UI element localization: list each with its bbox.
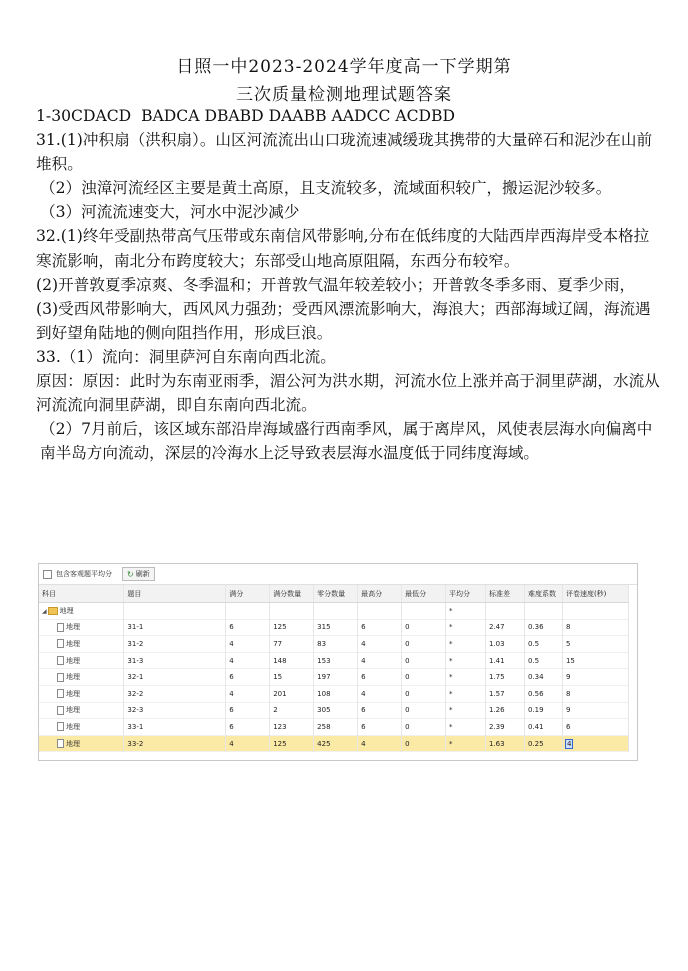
table-cell-text: 6 xyxy=(361,623,366,632)
table-cell-text: 地理 xyxy=(66,656,80,665)
table-cell-text: 31-1 xyxy=(127,623,144,632)
doc-title-line-1: 日照一中2023-2024学年度高一下学期第 xyxy=(176,57,512,77)
table-row[interactable] xyxy=(39,685,629,702)
table-cell-text: 32-1 xyxy=(127,673,144,682)
document-icon xyxy=(57,706,64,715)
table-cell xyxy=(402,719,446,736)
table-cell-text: 6 xyxy=(565,722,571,731)
table-cell-text: 4 xyxy=(361,689,366,698)
table-cell xyxy=(358,702,402,719)
table-cell xyxy=(524,669,562,686)
refresh-icon: ↻ xyxy=(127,569,134,579)
table-cell xyxy=(124,735,226,752)
table-cell xyxy=(562,702,628,719)
table-cell-text: 2 xyxy=(273,706,278,715)
stats-toolbar xyxy=(39,564,637,585)
table-cell xyxy=(314,652,358,669)
table-cell xyxy=(446,685,486,702)
table-cell-text: 32-3 xyxy=(127,706,144,715)
table-cell-text: 9 xyxy=(565,706,571,715)
table-cell xyxy=(524,652,562,669)
table-cell-text: 33-1 xyxy=(127,722,144,731)
table-cell xyxy=(562,719,628,736)
table-cell-text: 0 xyxy=(405,673,410,682)
table-cell xyxy=(39,702,124,719)
table-cell-text: 0.19 xyxy=(527,706,544,715)
table-cell xyxy=(124,669,226,686)
answer-33-2: （2）7月前后，该区域东部沿岸海域盛行西南季风，属于离岸风，风使表层海水向偏离中南半岛方向流动，深层的冷海水上泛导致表层海水温度低于同纬度海域。 xyxy=(40,420,653,463)
table-cell xyxy=(226,652,270,669)
table-cell xyxy=(358,636,402,653)
table-cell-text: 1.75 xyxy=(489,673,505,682)
table-cell xyxy=(402,685,446,702)
table-cell xyxy=(562,669,628,686)
table-row[interactable] xyxy=(39,619,629,636)
refresh-button[interactable] xyxy=(122,567,155,581)
table-cell-text: 0 xyxy=(405,739,410,748)
table-cell xyxy=(524,685,562,702)
table-cell-text: * xyxy=(449,706,453,715)
table-cell xyxy=(358,619,402,636)
table-cell-text: 0 xyxy=(405,623,410,632)
table-cell-text: 0 xyxy=(405,689,410,698)
table-cell xyxy=(562,619,628,636)
table-row[interactable] xyxy=(39,702,629,719)
group-row-geography[interactable] xyxy=(39,603,629,620)
table-cell-text: 地理 xyxy=(66,739,80,748)
column-header[interactable]: 难度系数 xyxy=(524,585,562,603)
table-cell-text: 地理 xyxy=(66,706,80,715)
answer-31-3: （3）河流流速变大，河水中泥沙减少 xyxy=(40,203,300,222)
table-cell xyxy=(486,669,525,686)
column-header[interactable]: 满分 xyxy=(226,585,270,603)
refresh-label: 刷新 xyxy=(135,570,150,578)
grading-stats-panel xyxy=(38,563,638,761)
table-cell xyxy=(358,735,402,752)
table-cell-text: 6 xyxy=(229,706,234,715)
document-icon xyxy=(57,639,64,648)
table-cell-text: 6 xyxy=(229,623,234,632)
table-cell xyxy=(486,735,525,752)
table-cell-text: 258 xyxy=(317,722,331,731)
table-cell xyxy=(39,669,124,686)
table-row[interactable] xyxy=(39,652,629,669)
table-cell-text: 0.34 xyxy=(527,673,544,682)
table-row[interactable] xyxy=(39,735,629,752)
table-cell xyxy=(402,652,446,669)
answer-31-2: （2）浊漳河流经区主要是黄土高原，且支流较多，流域面积较广，搬运泥沙较多。 xyxy=(40,179,612,198)
column-header[interactable]: 标准差 xyxy=(486,585,525,603)
table-cell-text: 1.03 xyxy=(489,639,505,648)
table-cell xyxy=(446,669,486,686)
table-cell-text: 33-2 xyxy=(127,739,144,748)
folder-icon xyxy=(48,607,58,615)
table-cell xyxy=(446,702,486,719)
table-cell-text: 305 xyxy=(317,706,331,715)
column-header[interactable]: 最高分 xyxy=(358,585,402,603)
table-cell-text: 125 xyxy=(273,739,287,748)
table-cell-text: 4 xyxy=(229,656,234,665)
table-cell xyxy=(524,735,562,752)
table-cell-text: 地理 xyxy=(66,689,80,698)
table-cell-text: 1.63 xyxy=(489,739,505,748)
table-cell-text: 4 xyxy=(229,639,234,648)
table-cell xyxy=(314,719,358,736)
column-header[interactable]: 题目 xyxy=(124,585,226,603)
table-cell xyxy=(402,735,446,752)
answer-32-3: (3)受西风带影响大，西风风力强劲；受西风漂流影响大，海浪大；西部海域辽阔，海流遇到好望角陆地的侧向阻挡作用，形成巨浪。 xyxy=(36,299,651,342)
table-cell xyxy=(314,669,358,686)
table-cell xyxy=(402,702,446,719)
column-header[interactable]: 满分数量 xyxy=(270,585,314,603)
table-cell xyxy=(524,719,562,736)
table-cell-text: 15 xyxy=(565,656,575,665)
table-cell xyxy=(486,702,525,719)
column-header[interactable]: 零分数量 xyxy=(314,585,358,603)
table-cell-text: 4 xyxy=(361,656,366,665)
column-header[interactable]: 科目 xyxy=(39,585,124,603)
table-cell xyxy=(314,702,358,719)
table-cell-text: 4 xyxy=(361,639,366,648)
table-cell xyxy=(270,652,314,669)
table-cell xyxy=(562,636,628,653)
table-cell xyxy=(446,652,486,669)
table-cell xyxy=(226,685,270,702)
table-cell-text: 0 xyxy=(405,706,410,715)
table-cell xyxy=(39,619,124,636)
document-icon xyxy=(57,739,64,748)
table-cell xyxy=(486,652,525,669)
table-cell-text: 123 xyxy=(273,722,287,731)
table-cell xyxy=(270,685,314,702)
doc-title-line-2: 三次质量检测地理试题答案 xyxy=(236,85,452,105)
table-cell xyxy=(402,619,446,636)
answer-33-1-reason: 原因：原因：此时为东南亚雨季，湄公河为洪水期，河流水位上涨并高于洞里萨湖，水流从河流流向洞里萨湖，即自东南向西北流。 xyxy=(36,372,660,415)
table-cell-text: 4 xyxy=(566,739,572,748)
table-cell-text: 6 xyxy=(361,706,366,715)
table-cell-text: 425 xyxy=(317,739,331,748)
table-cell xyxy=(124,636,226,653)
table-cell xyxy=(226,619,270,636)
answer-31-1: 31.(1)冲积扇（洪积扇）。山区河流流出山口珑流速减缓珑其携带的大量碎石和泥沙在山前堆积。 xyxy=(36,131,653,174)
answer-text xyxy=(36,104,664,465)
table-cell xyxy=(524,619,562,636)
table-cell-text: 0.36 xyxy=(527,623,544,632)
table-cell xyxy=(314,619,358,636)
table-cell xyxy=(39,636,124,653)
table-cell-text: 201 xyxy=(273,689,287,698)
table-cell-text: 地理 xyxy=(66,722,80,731)
table-cell xyxy=(270,735,314,752)
table-cell xyxy=(124,719,226,736)
table-cell-text: * xyxy=(449,689,453,698)
document-icon xyxy=(57,722,64,731)
expand-triangle-icon[interactable]: ◢ xyxy=(42,607,47,615)
table-row[interactable] xyxy=(39,719,629,736)
document-icon xyxy=(57,673,64,682)
table-cell-text: 15 xyxy=(273,673,283,682)
table-cell-text: 6 xyxy=(229,722,234,731)
table-cell-text: 0 xyxy=(405,639,410,648)
table-cell xyxy=(270,636,314,653)
table-cell xyxy=(486,636,525,653)
table-cell xyxy=(270,619,314,636)
table-cell xyxy=(524,702,562,719)
include-objective-label: 包含客观题平均分 xyxy=(56,570,112,578)
table-cell-text: 77 xyxy=(273,639,283,648)
table-cell-text: 1.41 xyxy=(489,656,505,665)
table-cell-text: * xyxy=(449,739,453,748)
table-cell xyxy=(446,735,486,752)
table-cell xyxy=(314,685,358,702)
table-cell-text: 2.47 xyxy=(489,623,505,632)
table-cell-text: 8 xyxy=(565,623,571,632)
group-avg: * xyxy=(446,603,486,620)
table-cell-text: * xyxy=(449,656,453,665)
table-cell-text: * xyxy=(449,722,453,731)
table-cell xyxy=(39,719,124,736)
table-cell-text: 0 xyxy=(405,722,410,731)
document-icon xyxy=(57,623,64,632)
table-cell xyxy=(402,669,446,686)
table-cell xyxy=(226,735,270,752)
table-cell xyxy=(124,685,226,702)
table-row[interactable] xyxy=(39,636,629,653)
table-cell-text: 6 xyxy=(361,673,366,682)
column-header[interactable]: 最低分 xyxy=(402,585,446,603)
group-subject: 地理 xyxy=(59,606,74,615)
answer-32-1: 32.(1)终年受副热带高气压带或东南信风带影响,分布在低纬度的大陆西岸西海岸受本格拉寒流影响，南北分布跨度较大；东部受山地高原阻隔，东西分布较窄。 xyxy=(36,227,650,270)
column-header[interactable]: 评卷速度(秒) xyxy=(562,585,628,603)
table-cell xyxy=(402,636,446,653)
table-cell-text: 5 xyxy=(565,639,571,648)
answer-33-1-direction: 33.（1）流向：洞里萨河自东南向西北流。 xyxy=(36,347,336,366)
table-cell-text: 0.41 xyxy=(527,722,544,731)
table-cell xyxy=(314,735,358,752)
table-cell-text: 0.5 xyxy=(527,639,540,648)
table-cell-text: 125 xyxy=(273,623,287,632)
table-cell-text: 2.39 xyxy=(489,722,505,731)
table-cell-text: 31-2 xyxy=(127,639,144,648)
document-icon xyxy=(57,656,64,665)
table-cell xyxy=(358,685,402,702)
table-cell xyxy=(270,719,314,736)
table-cell-text: 0 xyxy=(405,656,410,665)
table-cell xyxy=(124,702,226,719)
table-cell-text: * xyxy=(449,639,453,648)
table-cell-text: 31-3 xyxy=(127,656,144,665)
stats-table xyxy=(39,585,629,752)
table-cell xyxy=(124,652,226,669)
table-cell-text: 197 xyxy=(317,673,331,682)
table-cell-text: 地理 xyxy=(66,673,80,682)
table-cell xyxy=(226,719,270,736)
table-cell xyxy=(270,702,314,719)
table-cell-text: 9 xyxy=(565,673,571,682)
table-cell-text: 地理 xyxy=(66,623,80,632)
table-cell xyxy=(358,719,402,736)
table-cell xyxy=(562,652,628,669)
table-cell xyxy=(486,685,525,702)
column-header[interactable]: 平均分 xyxy=(446,585,486,603)
table-cell xyxy=(446,636,486,653)
table-cell xyxy=(226,636,270,653)
include-objective-checkbox[interactable] xyxy=(43,570,52,579)
table-cell xyxy=(358,652,402,669)
table-cell-text: 地理 xyxy=(66,639,80,648)
table-cell-text: 0.25 xyxy=(527,739,544,748)
table-cell-text: 83 xyxy=(317,639,327,648)
table-cell-text: * xyxy=(449,623,453,632)
table-cell xyxy=(524,636,562,653)
document-icon xyxy=(57,689,64,698)
table-cell-text: 8 xyxy=(565,689,571,698)
answer-32-2: (2)开普敦夏季凉爽、冬季温和；开普敦气温年较差较小；开普敦冬季多雨、夏季少雨， xyxy=(36,275,636,294)
table-cell-text: 4 xyxy=(229,689,234,698)
table-cell-text: * xyxy=(449,673,453,682)
table-cell-text: 4 xyxy=(361,739,366,748)
table-cell xyxy=(39,652,124,669)
table-cell xyxy=(124,619,226,636)
table-cell-text: 153 xyxy=(317,656,331,665)
table-cell-text: 6 xyxy=(361,722,366,731)
table-cell xyxy=(226,702,270,719)
table-cell xyxy=(39,735,124,752)
table-cell-text: 0.5 xyxy=(527,656,540,665)
table-cell-text: 32-2 xyxy=(127,689,144,698)
answer-choice-line: 1-30CDACD BADCA DBABD DAABB AADCC ACDBD xyxy=(36,107,455,125)
table-cell-text: 1.57 xyxy=(489,689,505,698)
table-cell xyxy=(358,669,402,686)
table-cell xyxy=(486,719,525,736)
table-cell xyxy=(446,719,486,736)
group-cell xyxy=(39,603,124,620)
table-cell xyxy=(314,636,358,653)
table-cell-text: 148 xyxy=(273,656,287,665)
table-cell xyxy=(39,685,124,702)
table-row[interactable] xyxy=(39,669,629,686)
table-cell-text: 4 xyxy=(229,739,234,748)
table-cell-text: 1.26 xyxy=(489,706,505,715)
table-cell xyxy=(226,669,270,686)
table-cell xyxy=(270,669,314,686)
table-cell xyxy=(446,619,486,636)
table-cell-text: 0.56 xyxy=(527,689,544,698)
table-cell-text: 6 xyxy=(229,673,234,682)
table-header-row xyxy=(39,585,629,603)
table-cell xyxy=(562,685,628,702)
table-cell xyxy=(562,735,628,752)
table-cell-text: 315 xyxy=(317,623,331,632)
table-cell xyxy=(486,619,525,636)
table-cell-text: 108 xyxy=(317,689,331,698)
